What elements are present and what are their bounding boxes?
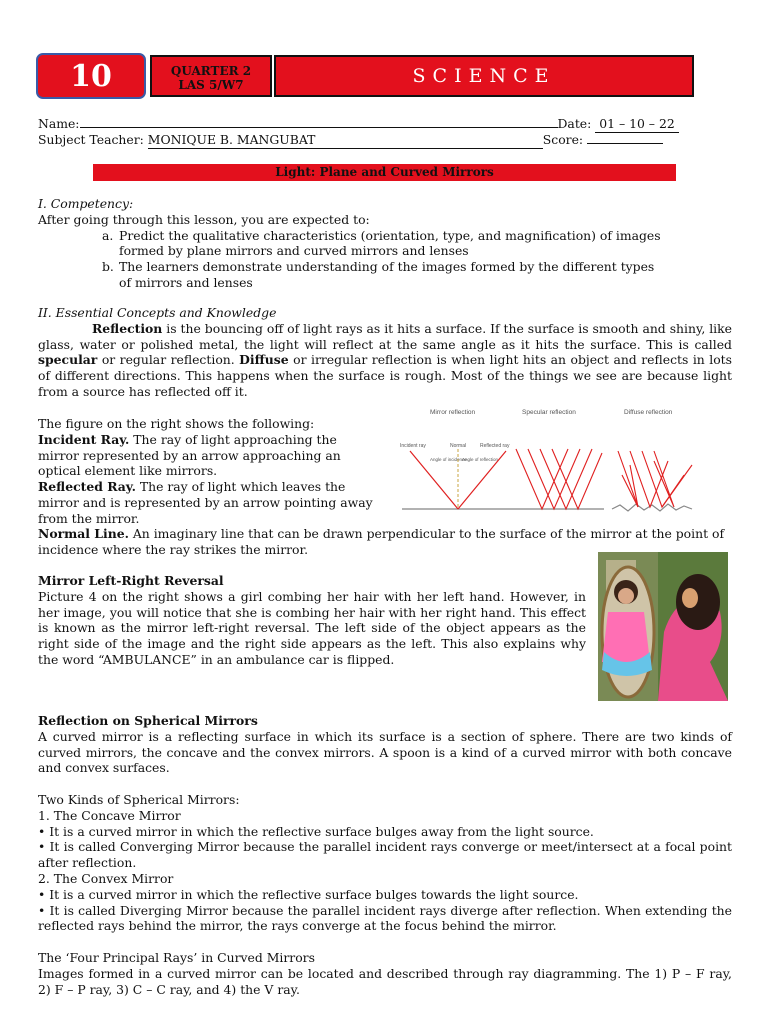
figure-label-mirror: Mirror reflection bbox=[430, 409, 476, 416]
reflected-text: The ray of light which leaves the mirror and is represented by an arrow pointing away from the mirror. bbox=[38, 479, 373, 526]
convex-bullet-2: • It is called Diverging Mirror because the parallel incident rays diverge after reflection. When extending the reflected rays behind the mirror, the rays converge at the focus behind the mirror. bbox=[38, 902, 732, 934]
specular-term: specular bbox=[38, 352, 98, 368]
normal-term: Normal Line. bbox=[38, 526, 129, 541]
item-text: of mirrors and lenses bbox=[119, 274, 253, 290]
item-marker: a. bbox=[102, 227, 114, 243]
paragraph-text: is the bouncing off of light rays as it hits a surface. If the surface is smooth and shiny, like glass, water or polished metal, the light will reflect at the same angle as it hits the surface. This is called bbox=[38, 320, 732, 352]
quarter-label: QUARTER 2 bbox=[170, 64, 252, 78]
reflected-ray-label: Reflected ray bbox=[480, 443, 510, 449]
teacher-value: MONIQUE B. MANGUBAT bbox=[148, 132, 543, 149]
competency-heading: I. Competency: bbox=[38, 196, 134, 211]
normal-label: Normal bbox=[450, 443, 467, 449]
incident-ray-label: Incident ray bbox=[400, 443, 426, 449]
grade-badge bbox=[36, 53, 146, 99]
grade-number: 10 bbox=[70, 58, 112, 94]
concave-bullet-1: • It is a curved mirror in which the reflective surface bulges away from the light source. bbox=[38, 823, 594, 839]
spherical-heading: Reflection on Spherical Mirrors bbox=[38, 713, 258, 728]
competency-item-a bbox=[102, 228, 738, 260]
competency-item-b bbox=[102, 259, 738, 291]
girl-hair bbox=[676, 574, 720, 630]
item-text: The learners demonstrate understanding of the images formed by the different types bbox=[119, 259, 655, 275]
las-label: LAS 5/W7 bbox=[178, 78, 244, 92]
spherical-text: A curved mirror is a reflecting surface in which its surface is a section of sphere. There are two kinds of curved mirrors, the concave and the convex mirrors. A spoon is a kind of a curved mirror with both concave and convex surfaces. bbox=[38, 728, 732, 776]
kinds-heading: Two Kinds of Spherical Mirrors: bbox=[38, 791, 240, 807]
specular-rays bbox=[516, 449, 602, 509]
incident-term: Incident Ray. bbox=[38, 431, 130, 447]
convex-heading: 2. The Convex Mirror bbox=[38, 870, 174, 886]
subject-box bbox=[274, 55, 694, 97]
convex-bullet-1: • It is a curved mirror in which the reflective surface bulges towards the light source. bbox=[38, 886, 579, 902]
figure-intro: The figure on the right shows the following: bbox=[38, 416, 315, 431]
competency-section bbox=[38, 196, 738, 291]
figure-label-specular: Specular reflection bbox=[522, 409, 576, 416]
reflection-dress bbox=[602, 612, 650, 662]
normal-text: An imaginary line that can be drawn perpendicular to the surface of the mirror at the point of incidence where the ray strikes the mirror. bbox=[38, 526, 725, 557]
subject-label: SCIENCE bbox=[412, 65, 556, 87]
figure-label-diffuse: Diffuse reflection bbox=[624, 409, 673, 416]
date-value: 01 – 10 – 22 bbox=[595, 116, 678, 133]
principal-rays-heading: The ‘Four Principal Rays’ in Curved Mirrors bbox=[38, 949, 315, 965]
item-marker: b. bbox=[102, 259, 114, 275]
diffuse-term: Diffuse bbox=[239, 352, 289, 368]
girl-mirror-photo bbox=[598, 552, 728, 701]
competency-intro: After going through this lesson, you are expected to: bbox=[38, 211, 370, 227]
reversal-heading: Mirror Left-Right Reversal bbox=[38, 573, 224, 588]
date-label: Date: bbox=[557, 116, 592, 131]
incident-text: The ray of light approaching the mirror represented by an arrow approaching an optical element like mirrors. bbox=[38, 431, 341, 479]
reflection-paragraph bbox=[38, 321, 732, 400]
concave-bullet-2: • It is called Converging Mirror because the parallel incident rays converge or meet/intersect at a focal point after reflection. bbox=[38, 839, 732, 871]
concepts-heading: II. Essential Concepts and Knowledge bbox=[38, 305, 277, 320]
reflected-term: Reflected Ray. bbox=[38, 479, 136, 495]
lesson-title: Light: Plane and Curved Mirrors bbox=[93, 164, 676, 181]
angle-reflection-label: Angle of reflection bbox=[462, 457, 499, 462]
spherical-section bbox=[38, 713, 732, 997]
teacher-row bbox=[38, 131, 738, 149]
paragraph-text: or regular reflection. bbox=[97, 352, 240, 368]
teacher-label: Subject Teacher: bbox=[38, 132, 144, 147]
principal-rays-text: Images formed in a curved mirror can be located and described through ray diagramming. The 1) P – F ray, 2) F – P ray, 3) C – C ray, and 4) the V ray. bbox=[38, 965, 732, 997]
item-text: formed by plane mirrors and curved mirrors and lenses bbox=[119, 243, 469, 259]
ray-definitions bbox=[38, 416, 374, 527]
reversal-text: Picture 4 on the right shows a girl combing her hair with her left hand. However, in her image, you will notice that she is combing her hair with her right hand. This effect is known as the mirror left-right reversal. The left side of the object appears as the right side of the image and the right side appears as the left. This also explains why the word “AMBULANCE” in an ambulance car is flipped. bbox=[38, 588, 586, 667]
paragraph-text: or irregular reflection is when light hits an object and reflects in lots of different directions. This happens when the surface is rough. Most of the things we see are because light from a source has reflected off it. bbox=[38, 352, 732, 399]
name-field[interactable] bbox=[80, 115, 558, 128]
reflection-term: Reflection bbox=[92, 320, 163, 336]
diffuse-rays bbox=[618, 451, 692, 507]
comb bbox=[682, 588, 698, 608]
reversal-section bbox=[38, 573, 586, 668]
score-field[interactable] bbox=[587, 131, 663, 144]
rough-surface bbox=[612, 504, 692, 511]
concave-heading: 1. The Concave Mirror bbox=[38, 807, 181, 823]
concepts-section bbox=[38, 305, 732, 400]
angle-incidence-label: Angle of incidence bbox=[430, 457, 467, 462]
item-text: Predict the qualitative characteristics (orientation, type, and magnification) of images bbox=[119, 227, 661, 243]
score-label: Score: bbox=[542, 132, 584, 147]
quarter-box bbox=[150, 55, 272, 97]
reflection-figure bbox=[392, 405, 738, 517]
name-label: Name: bbox=[38, 116, 80, 131]
